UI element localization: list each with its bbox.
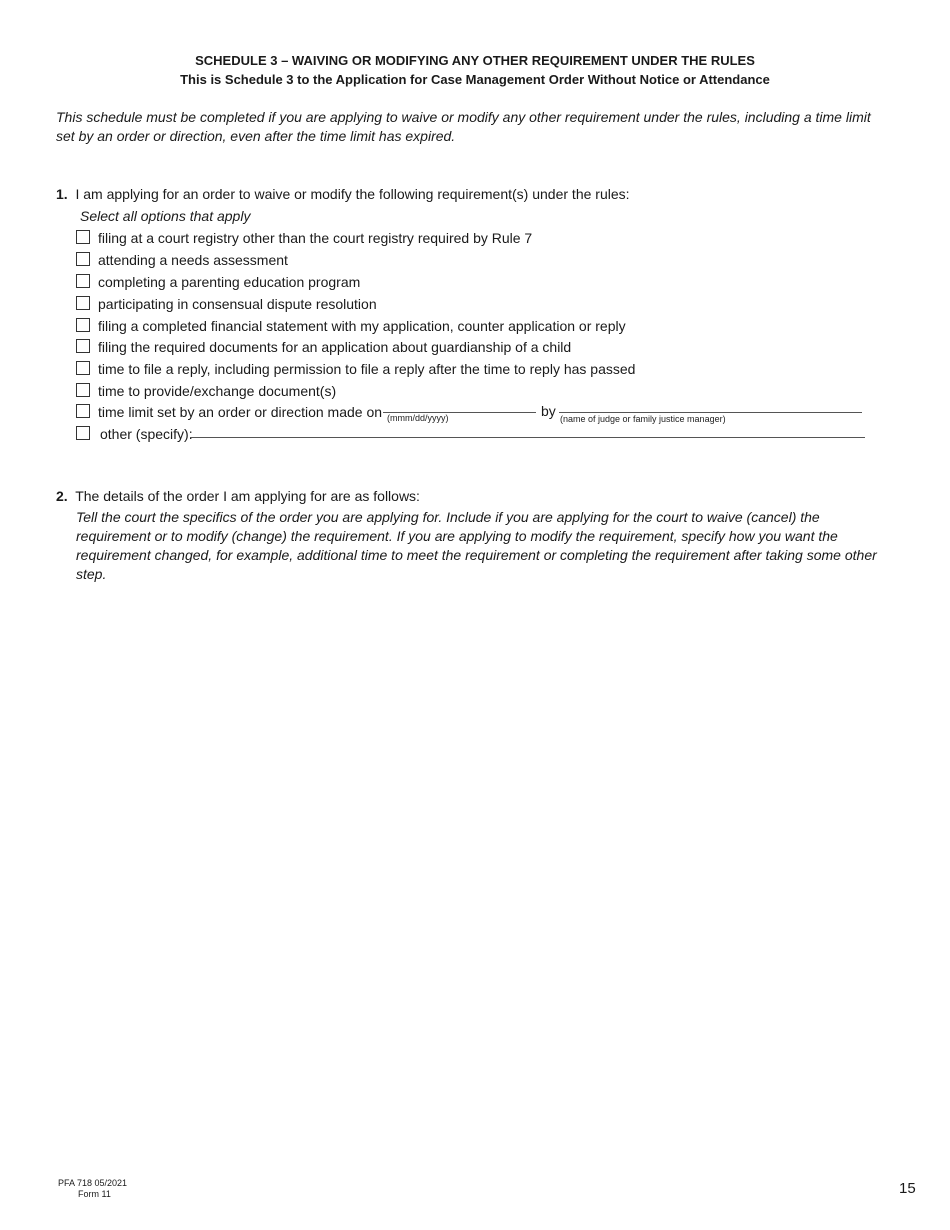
option-row — [76, 251, 288, 269]
judge-name-input-line[interactable] — [559, 412, 862, 413]
schedule-title: SCHEDULE 3 – WAIVING OR MODIFYING ANY OTHER REQUIREMENT UNDER THE RULES — [195, 53, 755, 68]
section-2-number: 2. — [56, 488, 68, 504]
schedule-subtitle: This is Schedule 3 to the Application for Case Management Order Without Notice or Attendance — [180, 72, 770, 87]
section-1-question: I am applying for an order to waive or modify the following requirement(s) under the rules: — [75, 186, 630, 202]
other-label: other (specify): — [100, 426, 193, 442]
by-label: by — [541, 403, 556, 419]
option-checkbox[interactable] — [76, 339, 90, 353]
option-label: participating in consensual dispute resolution — [98, 296, 377, 312]
option-label: filing a completed financial statement with my application, counter application or reply — [98, 318, 626, 334]
option-checkbox[interactable] — [76, 296, 90, 310]
other-checkbox[interactable] — [76, 426, 90, 440]
option-row — [76, 229, 532, 247]
other-specify-input-line[interactable] — [190, 437, 865, 438]
option-row — [76, 273, 360, 291]
option-checkbox[interactable] — [76, 361, 90, 375]
option-label: filing the required documents for an application about guardianship of a child — [98, 339, 572, 355]
section-2-instruction: Tell the court the specifics of the order you are applying for. Include if you are applying for the court to waive (cancel) the requirement or to modify (change) the requirement. If you are applying to modify the requirement, specify how you want the requirement changed, for example, additional time to meet the requirement or completing the requirement after taking some other step. — [76, 509, 877, 582]
form-name: Form 11 — [78, 1189, 111, 1199]
option-row — [76, 382, 336, 400]
time-limit-label: time limit set by an order or direction made on — [98, 404, 383, 420]
section-1-heading — [56, 186, 630, 202]
option-label: attending a needs assessment — [98, 252, 288, 268]
option-row — [76, 360, 635, 378]
other-row — [76, 425, 193, 443]
time-limit-row — [76, 403, 382, 421]
option-checkbox[interactable] — [76, 252, 90, 266]
section-1-number: 1. — [56, 186, 68, 202]
option-label: completing a parenting education program — [98, 274, 361, 290]
form-code: PFA 718 05/2021 — [58, 1178, 128, 1188]
intro-text: This schedule must be completed if you are applying to waive or modify any other requirement under the rules, including a time limit set by an order or direction, even after the time limit has expired. — [56, 109, 871, 144]
option-label: time to provide/exchange document(s) — [98, 383, 337, 399]
option-checkbox[interactable] — [76, 383, 90, 397]
option-checkbox[interactable] — [76, 318, 90, 332]
option-checkbox[interactable] — [76, 230, 90, 244]
page-number: 15 — [899, 1180, 916, 1197]
option-row — [76, 295, 377, 313]
date-caption: (mmm/dd/yyyy) — [387, 413, 449, 423]
option-checkbox[interactable] — [76, 274, 90, 288]
option-row — [76, 317, 626, 335]
time-limit-checkbox[interactable] — [76, 404, 90, 418]
section-2-heading — [56, 488, 420, 504]
option-label: filing at a court registry other than the court registry required by Rule 7 — [98, 230, 533, 246]
option-row — [76, 338, 571, 356]
judge-caption: (name of judge or family justice manager) — [560, 414, 726, 424]
option-label: time to file a reply, including permission to file a reply after the time to reply has passed — [98, 361, 636, 377]
section-2-question: The details of the order I am applying for are as follows: — [75, 488, 420, 504]
section-1-instruction: Select all options that apply — [80, 208, 251, 224]
